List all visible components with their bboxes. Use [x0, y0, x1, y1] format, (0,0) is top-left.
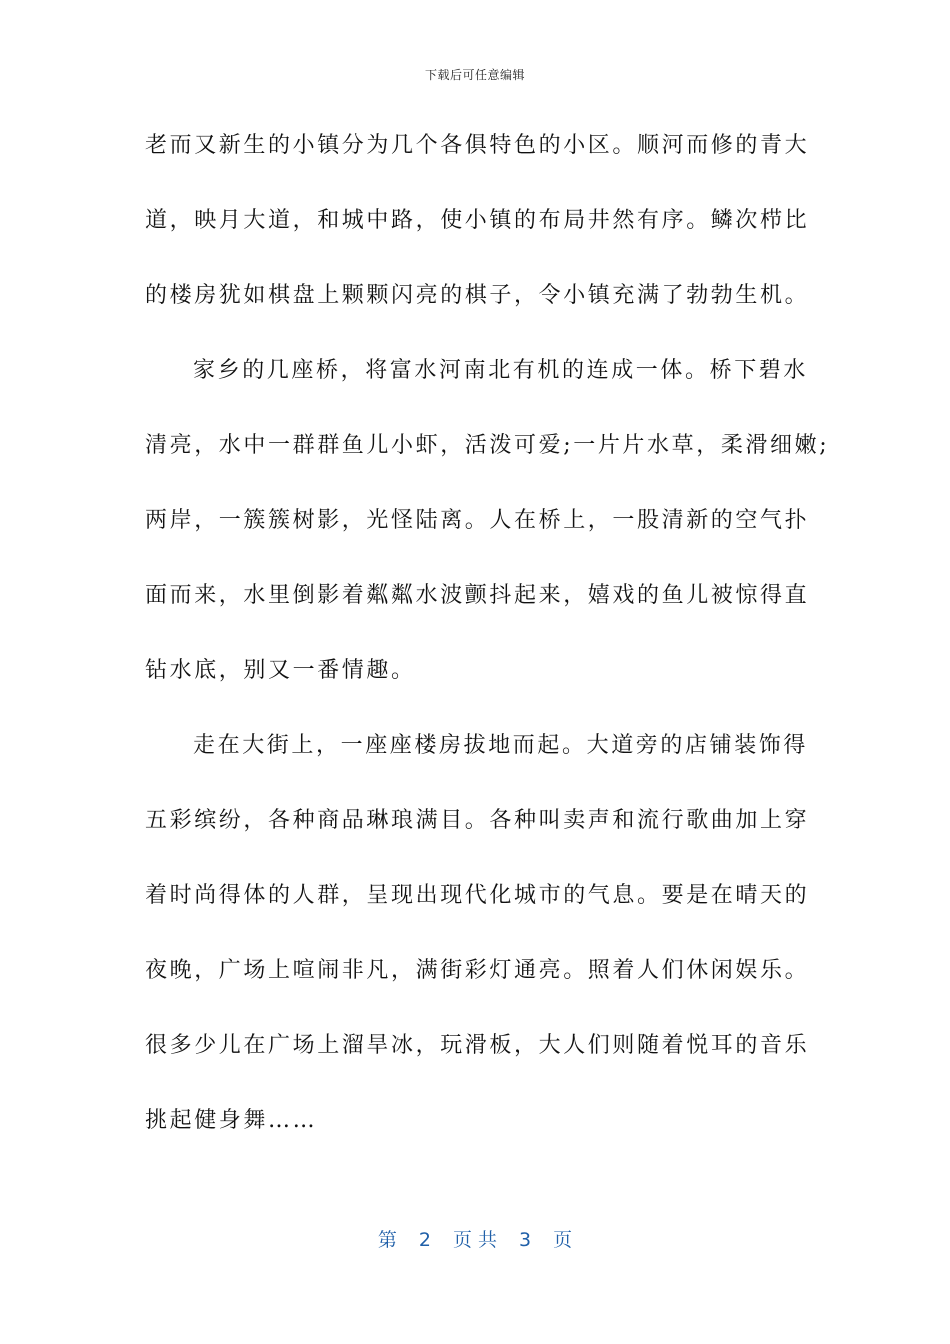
- footer-middle: 页 共: [452, 1229, 498, 1251]
- text-line: 挑起健身舞……: [145, 1108, 318, 1133]
- footer-suffix: 页: [553, 1229, 573, 1251]
- text-line: 清亮，水中一群群鱼儿小虾，活泼可爱;一片片水草，柔滑细嫩;: [145, 433, 830, 458]
- paragraph-start-line: 家乡的几座桥，将富水河南北有机的连成一体。桥下碧水: [193, 358, 809, 383]
- text-line: 夜晚，广场上喧闹非凡，满街彩灯通亮。照着人们休闲娱乐。: [145, 958, 810, 983]
- text-line: 两岸，一簇簇树影，光怪陆离。人在桥上，一股清新的空气扑: [145, 508, 810, 533]
- text-line: 钻水底，别又一番情趣。: [145, 658, 416, 683]
- total-pages-number: 3: [519, 1229, 532, 1251]
- paragraph-start-line: 走在大街上，一座座楼房拔地而起。大道旁的店铺装饰得: [193, 733, 809, 758]
- current-page-number: 2: [418, 1229, 431, 1251]
- header-note: 下载后可任意编辑: [424, 68, 525, 82]
- text-line: 老而又新生的小镇分为几个各俱特色的小区。顺河而修的青大: [145, 133, 810, 158]
- text-line: 的楼房犹如棋盘上颗颗闪亮的棋子，令小镇充满了勃勃生机。: [145, 283, 810, 308]
- text-line: 面而来，水里倒影着粼粼水波颤抖起来，嬉戏的鱼儿被惊得直: [145, 583, 810, 608]
- footer-prefix: 第: [377, 1229, 397, 1251]
- page-footer: [0, 1225, 950, 1252]
- text-line: 很多少儿在广场上溜旱冰，玩滑板，大人们则随着悦耳的音乐: [145, 1033, 810, 1058]
- text-line: 道，映月大道，和城中路，使小镇的布局井然有序。鳞次栉比: [145, 208, 810, 233]
- text-line: 五彩缤纷，各种商品琳琅满目。各种叫卖声和流行歌曲加上穿: [145, 808, 810, 833]
- text-line: 着时尚得体的人群，呈现出现代化城市的气息。要是在晴天的: [145, 883, 810, 908]
